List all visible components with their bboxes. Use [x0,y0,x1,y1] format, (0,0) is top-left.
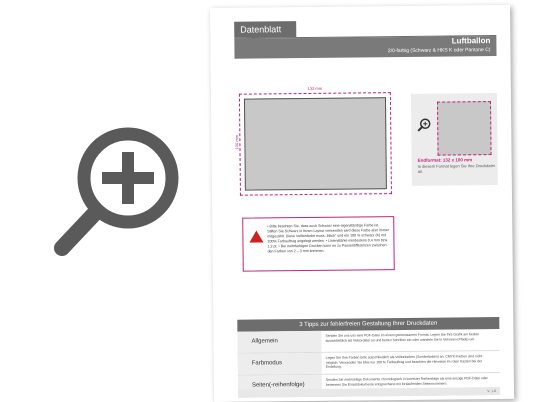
tip-label: Farbmodus [238,353,322,375]
product-subtitle: 2/0-farbig (Schwarz & HKS K oder Pantone C) [387,47,491,55]
tip-row [238,351,500,376]
tips-title: 3 Tipps zur fehlerfreien Gestaltung Ihrer Druckdaten [237,317,499,332]
end-format-note: In diesem Format legen Sie Ihre Druckdatei an. [417,163,495,174]
datasheet-tab: Datenblatt [234,21,296,38]
end-format-panel [411,93,498,186]
version-footer: V. 1.0 [238,387,500,398]
tip-label: Allgemein [237,331,321,353]
tip-label: Seiten(-reihenfolge) [238,375,322,397]
small-magnifier-icon [417,118,431,132]
tip-text: Senden Sie mehrseitige Dokumente chronologisch in korrekter Reihenfolge als eine einzige PDF-Datei oder benennen Sie Einzeldokumente entsprechend mit fortlaufenden Seitennummern. [325,376,488,387]
end-format-square [437,101,492,156]
warning-text: • Bitte beachten Sie, dass auch Schwarz eine eigenständige Farbe ist. Stiften Sie Schwarz in Ihrem Layout verwenden wird diese Farbe also immer mitgezählt. Diese Volltonfarbe muss „black“ und ein 100 % schwarz (K) mit 100% Farbauftrag angelegt werden. • Linienstärke mindestens 0,4 mm bzw. 1,2 pt. • Bei mehrfarbigen Drucken kann es zu Passerdifferenzen zwischen den Farben von 2 – 3 mm kommen. [267,223,390,254]
warning-box [242,216,395,272]
tip-text: Legen Sie Ihre Farben bitte ausschließlich als Volltonfarben (Sonderfarben) an. CMYK-Farben sind nicht möglich. Verwenden Sie bitte nur 100 % Farbauftrag und beachten die Hinweise im roten Kasten bei der Erstellung. [325,354,483,369]
zoom-magnifier-icon[interactable] [52,126,180,260]
warning-icon [249,230,263,242]
end-format-label: Endformat: 132 x 100 mm In diesem Format legen Sie Ihre Druckdatei an. [418,157,498,174]
product-header [234,36,496,59]
print-area-preview [239,92,392,196]
width-dimension: 132 mm [307,85,323,91]
print-area-fill [244,97,387,190]
product-title: Luftballon [451,36,491,46]
tip-row [237,329,499,354]
height-dimension: 100 mm [234,134,240,150]
datasheet-page [210,5,514,402]
tip-text: Senden Sie uns uns eine PDF-Datei im einem gemeinsamen Format. Legen Sie Ihre Grafik am besten ausschließlich als Vektordatei an und betten Schriften ein oder wandeln Sie in Vektoren (Pfade) um. [325,332,480,343]
